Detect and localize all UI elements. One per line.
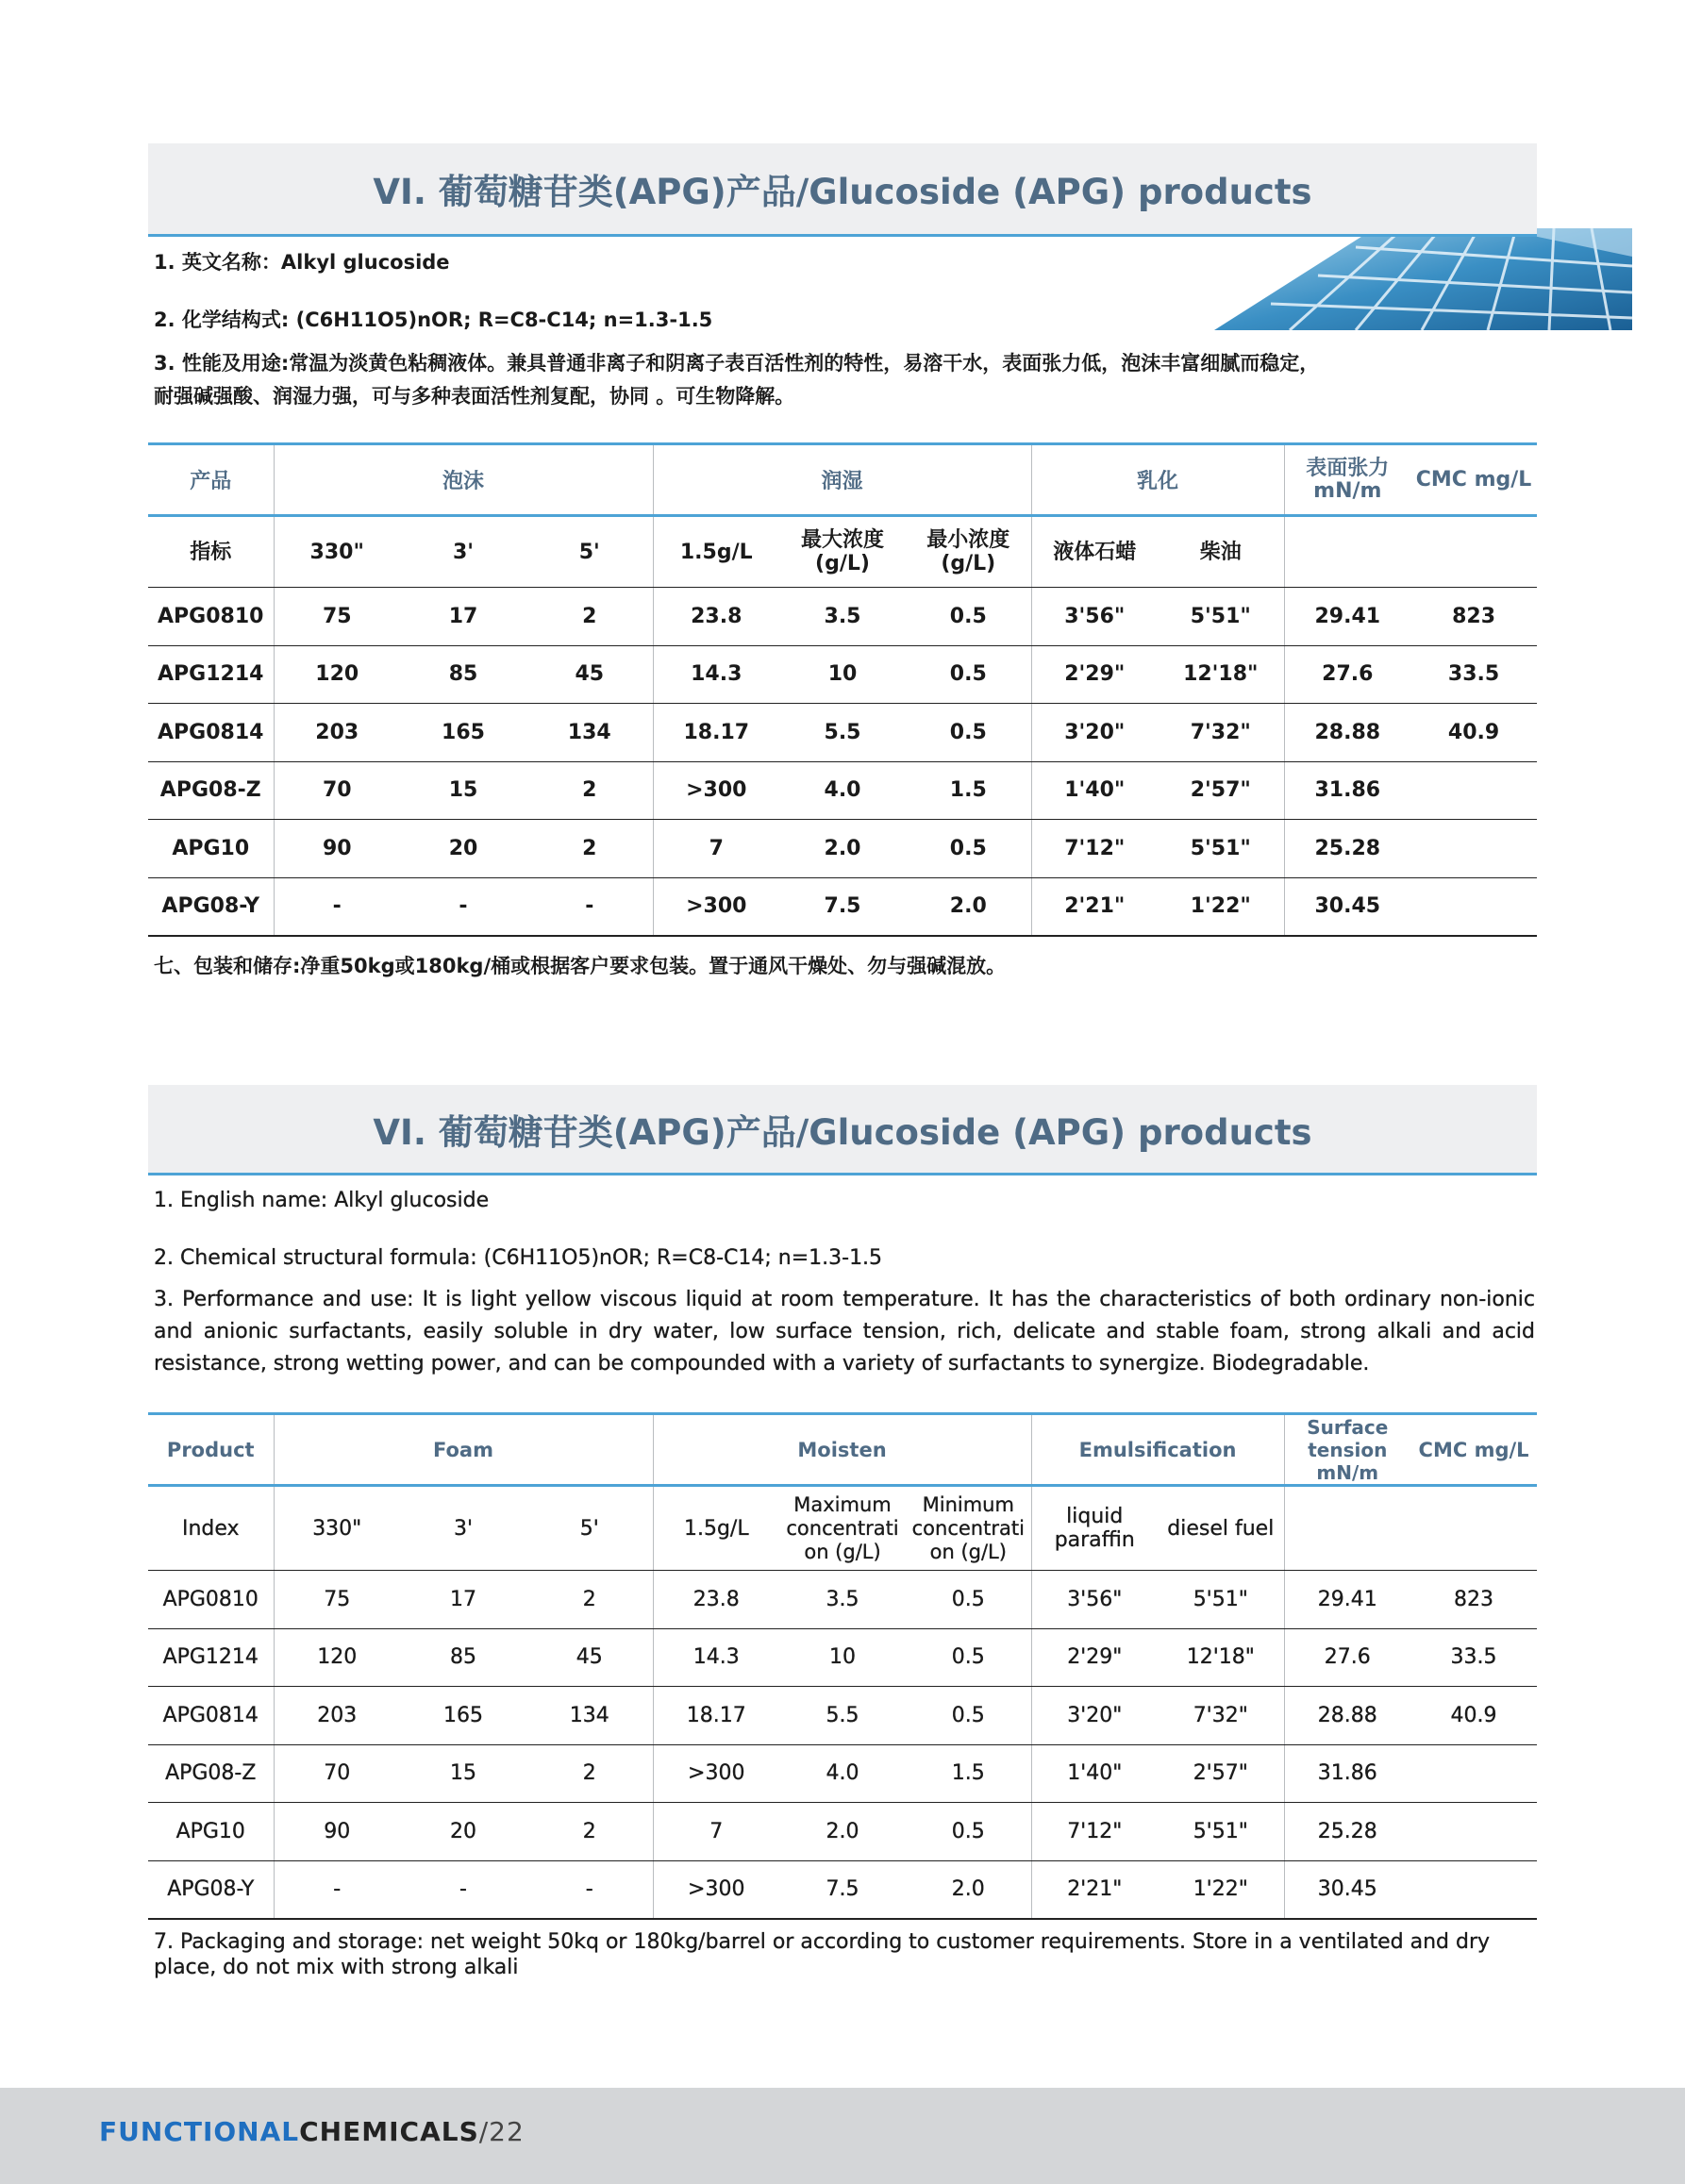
value-cell: 3'20" <box>1031 704 1158 762</box>
value-cell: 33.5 <box>1410 1628 1537 1687</box>
value-cell: >300 <box>653 761 779 820</box>
table-row <box>148 820 1537 878</box>
footer-brand <box>99 2116 525 2147</box>
packaging-note-1: 7. Packaging and storage: net weight 50kq or 180kg/barrel or according to customer requirements. Store in a ventilated and dry <box>154 1929 1491 1954</box>
sub-blank <box>1284 1486 1410 1571</box>
product-name-cell: APG10 <box>148 820 274 878</box>
value-cell: 28.88 <box>1284 1687 1410 1745</box>
value-cell: 2 <box>526 820 653 878</box>
sub-3min: 3' <box>400 516 526 588</box>
value-cell: - <box>400 877 526 936</box>
sub-3min: 3' <box>400 1486 526 1571</box>
table-row <box>148 645 1537 704</box>
product-name-cell: APG0814 <box>148 704 274 762</box>
product-table <box>148 1412 1537 1920</box>
value-cell: - <box>526 877 653 936</box>
value-cell: 7'12" <box>1031 820 1158 878</box>
sub-5min: 5' <box>526 1486 653 1571</box>
value-cell: 15 <box>400 1744 526 1803</box>
sub-blank <box>1284 516 1410 588</box>
table-row <box>148 1628 1537 1687</box>
value-cell: 5'51" <box>1158 1803 1284 1861</box>
value-cell: 29.41 <box>1284 588 1410 646</box>
value-cell: 25.28 <box>1284 820 1410 878</box>
table-row <box>148 588 1537 646</box>
value-cell: >300 <box>653 1860 779 1919</box>
packaging-note: 七、包装和储存:净重50kg或180kg/桶或根据客户要求包装。置于通风干燥处、勿与强碱混放。 <box>154 954 1007 977</box>
value-cell: 2'21" <box>1031 877 1158 936</box>
value-cell: 165 <box>400 704 526 762</box>
value-cell: - <box>526 1860 653 1919</box>
value-cell: 70 <box>274 1744 400 1803</box>
value-cell: 14.3 <box>653 645 779 704</box>
value-cell: 0.5 <box>906 1803 1031 1861</box>
value-cell: 0.5 <box>906 1687 1031 1745</box>
value-cell: 0.5 <box>906 820 1031 878</box>
sub-index: 指标 <box>148 516 274 588</box>
value-cell: 12'18" <box>1158 1628 1284 1687</box>
sub-diesel: 柴油 <box>1158 516 1284 588</box>
col-emulsification: 乳化 <box>1031 444 1284 516</box>
table-group-header <box>148 1414 1537 1486</box>
value-cell: 3.5 <box>779 1571 906 1629</box>
product-name-cell: APG1214 <box>148 1628 274 1687</box>
value-cell: 2 <box>526 1744 653 1803</box>
value-cell: 0.5 <box>906 645 1031 704</box>
value-cell: 7.5 <box>779 877 906 936</box>
value-cell: 45 <box>526 645 653 704</box>
value-cell: 7'32" <box>1158 1687 1284 1745</box>
value-cell: 2'57" <box>1158 761 1284 820</box>
value-cell: 23.8 <box>653 1571 779 1629</box>
col-emulsification: Emulsification <box>1031 1414 1284 1486</box>
value-cell: 75 <box>274 588 400 646</box>
product-name-cell: APG0810 <box>148 588 274 646</box>
value-cell: 27.6 <box>1284 645 1410 704</box>
table-row <box>148 761 1537 820</box>
sub-330: 330" <box>274 516 400 588</box>
value-cell: - <box>274 1860 400 1919</box>
value-cell: 3.5 <box>779 588 906 646</box>
value-cell: 5.5 <box>779 704 906 762</box>
value-cell: 1.5 <box>906 761 1031 820</box>
value-cell: 20 <box>400 820 526 878</box>
value-cell: 823 <box>1410 588 1537 646</box>
value-cell: 33.5 <box>1410 645 1537 704</box>
value-cell <box>1410 1744 1537 1803</box>
col-cmc: CMC mg/L <box>1410 1414 1537 1486</box>
value-cell: 5'51" <box>1158 588 1284 646</box>
col-surface-tension: Surface tension mN/m <box>1284 1414 1410 1486</box>
value-cell: 134 <box>526 1687 653 1745</box>
product-name-cell: APG0814 <box>148 1687 274 1745</box>
performance-line-3: resistance, strong wetting power, and can be compounded with a variety of surfactants to synergize. Biodegradable. <box>154 1352 1370 1375</box>
product-name-cell: APG0810 <box>148 1571 274 1629</box>
value-cell <box>1410 1803 1537 1861</box>
english-name-line: 1. English name: Alkyl glucoside <box>154 1189 490 1212</box>
value-cell: 45 <box>526 1628 653 1687</box>
sub-15gl: 1.5g/L <box>653 516 779 588</box>
table-row <box>148 1860 1537 1919</box>
value-cell: 134 <box>526 704 653 762</box>
sub-blank <box>1410 1486 1537 1571</box>
value-cell <box>1410 877 1537 936</box>
sub-15gl: 1.5g/L <box>653 1486 779 1571</box>
col-product: 产品 <box>148 444 274 516</box>
value-cell: 2'21" <box>1031 1860 1158 1919</box>
page-number: /22 <box>478 2116 525 2147</box>
value-cell: 20 <box>400 1803 526 1861</box>
performance-line-2: 耐强碱强酸、润湿力强，可与多种表面活性剂复配，协同 。可生物降解。 <box>154 385 795 408</box>
value-cell: 2.0 <box>779 1803 906 1861</box>
value-cell: 5.5 <box>779 1687 906 1745</box>
footer-functional: FUNCTIONAL <box>99 2116 300 2147</box>
table-row <box>148 877 1537 936</box>
value-cell: 203 <box>274 704 400 762</box>
sub-330: 330" <box>274 1486 400 1571</box>
value-cell: 4.0 <box>779 1744 906 1803</box>
table-row <box>148 1571 1537 1629</box>
packaging-note-2: place, do not mix with strong alkali <box>154 1955 519 1979</box>
value-cell <box>1410 1860 1537 1919</box>
value-cell: 25.28 <box>1284 1803 1410 1861</box>
value-cell: 0.5 <box>906 1571 1031 1629</box>
sub-diesel: diesel fuel <box>1158 1486 1284 1571</box>
sub-min-conc: 最小浓度 (g/L) <box>906 516 1031 588</box>
value-cell: 2'29" <box>1031 1628 1158 1687</box>
value-cell: 120 <box>274 1628 400 1687</box>
value-cell: 90 <box>274 820 400 878</box>
value-cell: 90 <box>274 1803 400 1861</box>
value-cell <box>1410 820 1537 878</box>
value-cell: 10 <box>779 1628 906 1687</box>
value-cell: 31.86 <box>1284 1744 1410 1803</box>
value-cell: 1.5 <box>906 1744 1031 1803</box>
product-name-cell: APG1214 <box>148 645 274 704</box>
sub-paraffin: liquid paraffin <box>1031 1486 1158 1571</box>
value-cell: >300 <box>653 877 779 936</box>
value-cell: 30.45 <box>1284 877 1410 936</box>
value-cell: 7.5 <box>779 1860 906 1919</box>
value-cell: 7'12" <box>1031 1803 1158 1861</box>
product-name-cell: APG08-Z <box>148 761 274 820</box>
col-moisten: Moisten <box>653 1414 1031 1486</box>
product-table <box>148 442 1537 937</box>
value-cell: 2 <box>526 1803 653 1861</box>
section-title: VI. 葡萄糖苷类(APG)产品/Glucoside (APG) products <box>148 143 1537 237</box>
value-cell: 40.9 <box>1410 704 1537 762</box>
product-name-cell: APG10 <box>148 1803 274 1861</box>
page-footer <box>0 2088 1685 2184</box>
value-cell: 12'18" <box>1158 645 1284 704</box>
english-section <box>148 1085 1537 1980</box>
value-cell: 165 <box>400 1687 526 1745</box>
value-cell: 2 <box>526 588 653 646</box>
value-cell: 1'40" <box>1031 761 1158 820</box>
value-cell: 40.9 <box>1410 1687 1537 1745</box>
section-title: VI. 葡萄糖苷类(APG)产品/Glucoside (APG) products <box>148 1085 1537 1175</box>
value-cell: 2 <box>526 761 653 820</box>
value-cell: 31.86 <box>1284 761 1410 820</box>
value-cell: 27.6 <box>1284 1628 1410 1687</box>
table-row <box>148 704 1537 762</box>
table-row <box>148 1803 1537 1861</box>
value-cell: 2'57" <box>1158 1744 1284 1803</box>
sub-blank <box>1410 516 1537 588</box>
value-cell: 28.88 <box>1284 704 1410 762</box>
value-cell: 14.3 <box>653 1628 779 1687</box>
col-moisten: 润湿 <box>653 444 1031 516</box>
value-cell: 10 <box>779 645 906 704</box>
value-cell: 17 <box>400 588 526 646</box>
product-name-cell: APG08-Y <box>148 877 274 936</box>
value-cell: 1'22" <box>1158 877 1284 936</box>
value-cell: 2.0 <box>906 1860 1031 1919</box>
table-sub-header <box>148 1486 1537 1571</box>
value-cell: 3'20" <box>1031 1687 1158 1745</box>
english-name-line: 1. 英文名称：Alkyl glucoside <box>154 251 450 274</box>
performance-line-1: 3. 性能及用途:常温为淡黄色粘稠液体。兼具普通非离子和阴离子表百活性剂的特性，易溶干水，表面张力低，泡沫丰富细腻而稳定， <box>154 352 1320 375</box>
sub-min-conc: Minimum concentrati on (g/L) <box>906 1486 1031 1571</box>
table-sub-header <box>148 516 1537 588</box>
table-row <box>148 1687 1537 1745</box>
sub-max-conc: 最大浓度 (g/L) <box>779 516 906 588</box>
value-cell: 2.0 <box>779 820 906 878</box>
value-cell: 120 <box>274 645 400 704</box>
footer-chemicals: CHEMICALS <box>299 2116 479 2147</box>
sub-5min: 5' <box>526 516 653 588</box>
col-cmc: CMC mg/L <box>1410 444 1537 516</box>
value-cell: 0.5 <box>906 704 1031 762</box>
value-cell: - <box>274 877 400 936</box>
performance-line-1: 3. Performance and use: It is light yellow viscous liquid at room temperature. It has the characteristics of both ordinary non-ionic <box>154 1288 1535 1311</box>
value-cell: 2.0 <box>906 877 1031 936</box>
value-cell: 15 <box>400 761 526 820</box>
col-product: Product <box>148 1414 274 1486</box>
value-cell: 3'56" <box>1031 588 1158 646</box>
col-foam: Foam <box>274 1414 653 1486</box>
value-cell: >300 <box>653 1744 779 1803</box>
col-foam: 泡沫 <box>274 444 653 516</box>
value-cell: 17 <box>400 1571 526 1629</box>
value-cell: 75 <box>274 1571 400 1629</box>
value-cell: 85 <box>400 645 526 704</box>
sub-index: Index <box>148 1486 274 1571</box>
value-cell: 823 <box>1410 1571 1537 1629</box>
value-cell <box>1410 761 1537 820</box>
value-cell: 0.5 <box>906 1628 1031 1687</box>
value-cell: - <box>400 1860 526 1919</box>
table-group-header <box>148 444 1537 516</box>
product-name-cell: APG08-Y <box>148 1860 274 1919</box>
value-cell: 7'32" <box>1158 704 1284 762</box>
value-cell: 1'40" <box>1031 1744 1158 1803</box>
value-cell: 70 <box>274 761 400 820</box>
performance-line-2: and anionic surfactants, easily soluble in dry water, low surface tension, rich, delicate and stable foam, strong alkali and acid <box>154 1320 1535 1343</box>
product-name-cell: APG08-Z <box>148 1744 274 1803</box>
value-cell: 5'51" <box>1158 1571 1284 1629</box>
value-cell: 1'22" <box>1158 1860 1284 1919</box>
value-cell: 29.41 <box>1284 1571 1410 1629</box>
value-cell: 4.0 <box>779 761 906 820</box>
value-cell: 2'29" <box>1031 645 1158 704</box>
value-cell: 3'56" <box>1031 1571 1158 1629</box>
value-cell: 30.45 <box>1284 1860 1410 1919</box>
value-cell: 7 <box>653 1803 779 1861</box>
sub-paraffin: 液体石蜡 <box>1031 516 1158 588</box>
value-cell: 5'51" <box>1158 820 1284 878</box>
value-cell: 18.17 <box>653 704 779 762</box>
value-cell: 18.17 <box>653 1687 779 1745</box>
chinese-section <box>148 143 1537 982</box>
formula-line: 2. 化学结构式: (C6H11O5)nOR; R=C8-C14; n=1.3-1.5 <box>154 308 713 331</box>
value-cell: 2 <box>526 1571 653 1629</box>
value-cell: 7 <box>653 820 779 878</box>
value-cell: 85 <box>400 1628 526 1687</box>
formula-line: 2. Chemical structural formula: (C6H11O5)nOR; R=C8-C14; n=1.3-1.5 <box>154 1246 883 1270</box>
table-row <box>148 1744 1537 1803</box>
value-cell: 23.8 <box>653 588 779 646</box>
sub-max-conc: Maximum concentrati on (g/L) <box>779 1486 906 1571</box>
value-cell: 0.5 <box>906 588 1031 646</box>
value-cell: 203 <box>274 1687 400 1745</box>
col-surface-tension: 表面张力 mN/m <box>1284 444 1410 516</box>
